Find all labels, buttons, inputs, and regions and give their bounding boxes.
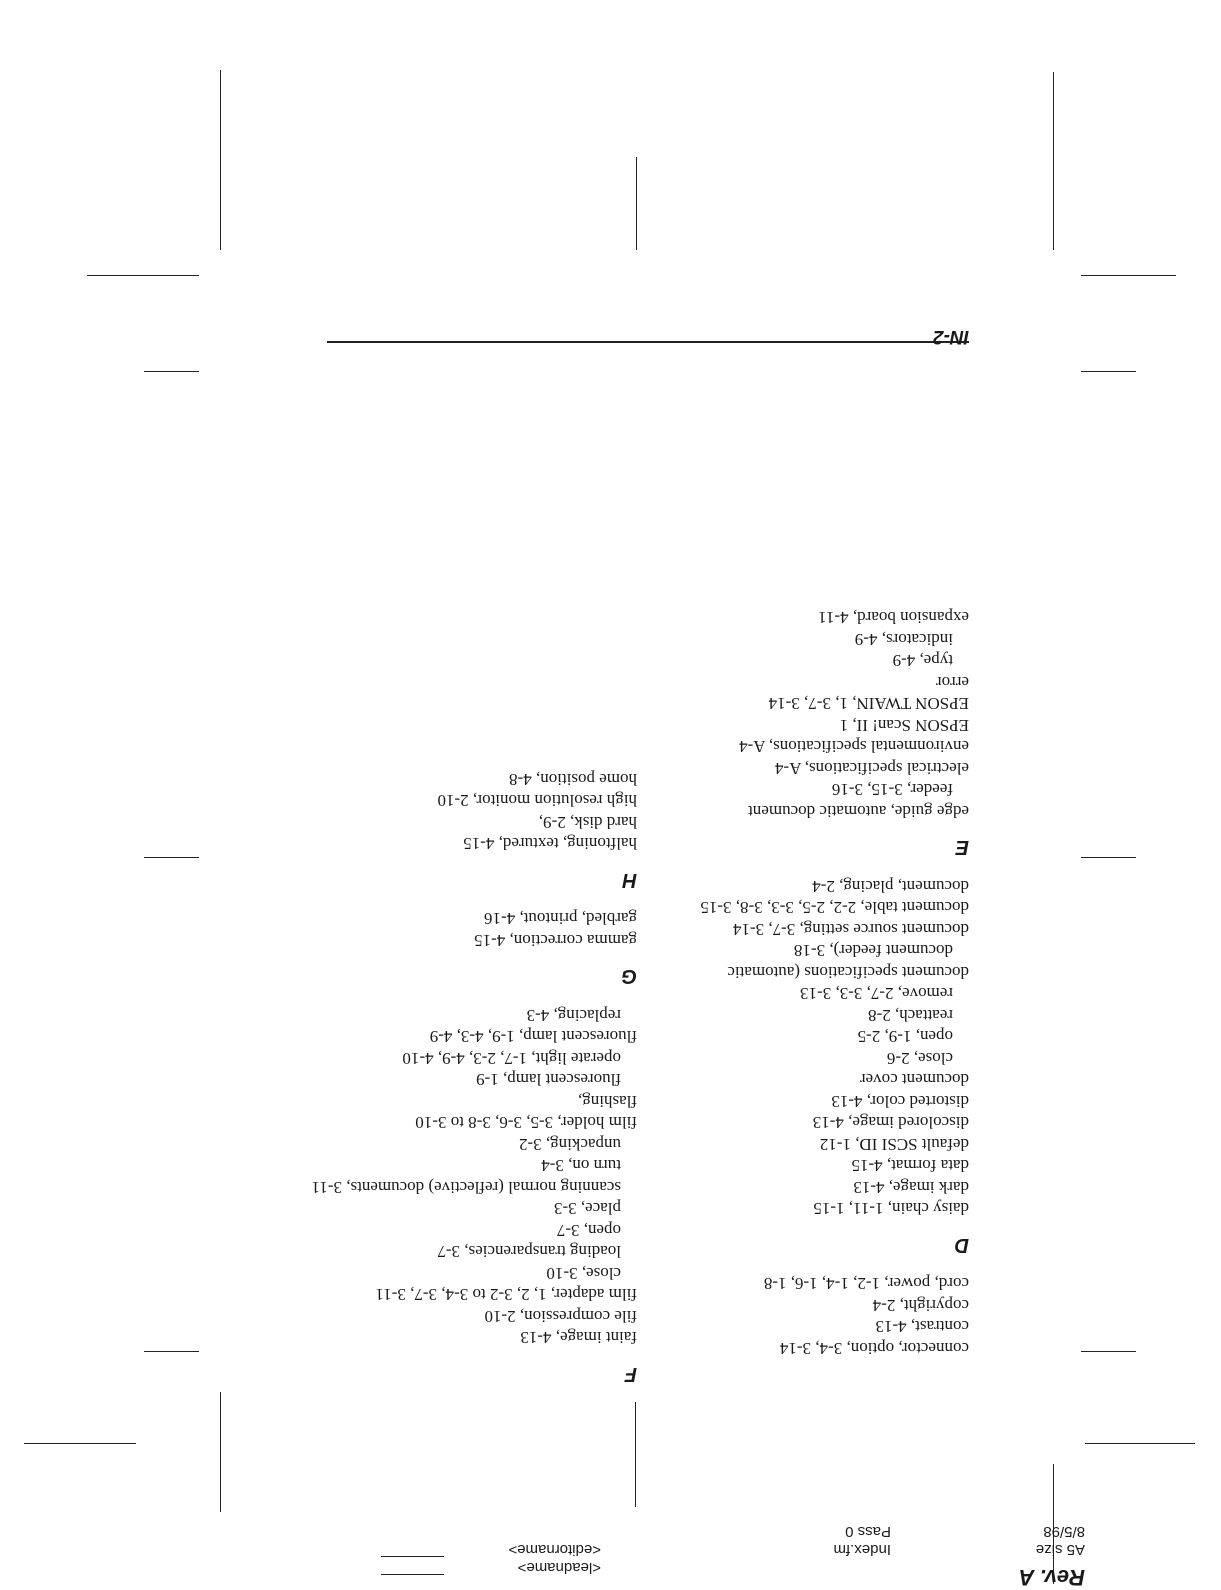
index-entry: hard disk, 2-9,	[538, 813, 637, 832]
crop-mark	[636, 157, 637, 250]
index-entry: flashing,	[577, 1092, 637, 1111]
index-entry: document specifications (automatic	[727, 963, 969, 982]
page-number: IN-2	[933, 326, 969, 347]
footer-file-pass	[833, 1522, 891, 1558]
index-entry: home position, 4-8	[509, 770, 637, 789]
index-entry: open, 3-7	[556, 1221, 621, 1240]
index-entry: expansion board, 4-11	[818, 608, 969, 628]
crop-mark	[144, 1351, 199, 1352]
index-entry: contrast, 4-13	[875, 1317, 969, 1337]
crop-mark	[220, 1392, 221, 1512]
index-entry: type, 4-9	[892, 651, 953, 671]
index-entry: file compression, 2-10	[484, 1307, 637, 1326]
index-entry: replacing, 4-3	[526, 1006, 621, 1025]
index-entry: discolored image, 4-13	[812, 1113, 969, 1133]
crop-mark	[1081, 371, 1136, 372]
index-entry: loading transparencies, 3-7	[437, 1242, 621, 1262]
section-letter-e: E	[955, 836, 969, 859]
section-letter-g: G	[621, 965, 637, 988]
index-column-left	[639, 607, 969, 1359]
index-entry: film holder, 3-5, 3-6, 3-8 to 3-10	[415, 1113, 637, 1133]
index-entry: garbled, printout, 4-16	[484, 909, 637, 929]
footer-date: 8/5/98	[1043, 1523, 1085, 1540]
index-entry: remove, 2-7, 3-3, 3-13	[800, 984, 953, 1004]
index-entry: feeder, 3-15, 3-16	[831, 780, 953, 800]
index-entry: copyright, 2-4	[872, 1296, 969, 1315]
index-entry: high resolution monitor, 2-10	[437, 791, 637, 811]
index-column-right	[307, 769, 637, 1385]
index-entry: unpacking, 3-2	[519, 1135, 621, 1154]
index-entry: halftoning, textured, 4-15	[463, 834, 637, 854]
index-entry: place, 3-3	[553, 1199, 621, 1219]
header-rule	[327, 341, 969, 343]
index-entry: edge guide, automatic document	[748, 802, 969, 821]
footer-size: A5 size	[1035, 1541, 1085, 1558]
crop-mark	[144, 371, 199, 372]
index-entry: gamma correction, 4-15	[474, 931, 637, 950]
crop-mark	[635, 1402, 636, 1507]
revision-label: Rev. A	[1018, 1565, 1085, 1590]
index-entry: daisy chain, 1-11, 1-15	[813, 1199, 969, 1219]
crop-mark	[1053, 72, 1054, 250]
crop-mark	[381, 1574, 444, 1575]
index-entry: document table, 2-2, 2-5, 3-3, 3-8, 3-15	[700, 898, 969, 918]
index-entry: operate light, 1-7, 2-3, 4-9, 4-10	[402, 1049, 621, 1068]
index-entry: default SCSI ID, 1-12	[819, 1135, 969, 1154]
footer-leadname: <leadname>	[517, 1559, 601, 1576]
index-entry: open, 1-9, 2-5	[857, 1027, 953, 1047]
index-entry: cord, power, 1-2, 1-4, 1-6, 1-8	[763, 1274, 969, 1294]
footer-pass: Pass 0	[845, 1523, 891, 1540]
index-entry: fluorescent lamp, 1-9, 4-3, 4-9	[429, 1027, 637, 1047]
index-entry: indicators, 4-9	[854, 630, 953, 649]
index-entry: fluorescent lamp, 1-9	[476, 1070, 621, 1090]
index-entry: environmental specifications, A-4	[739, 737, 969, 757]
index-entry: document source setting, 3-7, 3-14	[732, 920, 969, 939]
crop-mark	[1085, 1443, 1195, 1444]
index-entry: connector, option, 3-4, 3-14	[779, 1339, 969, 1358]
index-entry: scanning normal (reflective) documents, 3-11	[311, 1178, 621, 1197]
footer-file: Index.fm	[833, 1541, 891, 1558]
index-entry: document, placing, 2-4	[812, 877, 969, 896]
index-entry: turn on, 3-4	[541, 1156, 621, 1176]
index-entry: error	[935, 673, 969, 692]
crop-mark	[381, 1556, 444, 1557]
crop-mark	[1081, 1351, 1136, 1352]
crop-mark	[24, 1443, 136, 1444]
index-entry: dark image, 4-13	[853, 1178, 969, 1197]
crop-mark	[1081, 857, 1136, 858]
crop-mark	[144, 857, 199, 858]
index-entry: reattach, 2-8	[868, 1006, 953, 1025]
footer-editorname: <editorname>	[508, 1541, 601, 1558]
section-letter-h: H	[622, 869, 637, 891]
index-entry: data format, 4-15	[851, 1156, 969, 1176]
crop-mark	[220, 70, 221, 250]
section-letter-d: D	[954, 1234, 969, 1256]
index-entry: document feeder), 3-18	[793, 941, 953, 961]
footer-size-date	[1036, 1522, 1085, 1558]
index-entry: EPSON Scan! II, 1	[839, 716, 969, 735]
index-entry: film adapter, 1, 2, 3-2 to 3-4, 3-7, 3-11	[375, 1285, 637, 1305]
index-entry: close, 2-6	[886, 1049, 953, 1068]
index-entry: EPSON TWAIN, 1, 3-7, 3-14	[768, 694, 969, 714]
index-entry: distorted color, 4-13	[831, 1092, 969, 1111]
index-entry: document cover	[859, 1070, 969, 1090]
crop-mark	[1081, 275, 1176, 276]
footer-names	[508, 1540, 601, 1576]
index-entry: close, 3-10	[546, 1264, 621, 1283]
index-entry: faint image, 4-13	[520, 1328, 637, 1348]
section-letter-f: F	[624, 1363, 637, 1385]
crop-mark	[87, 275, 199, 276]
index-entry: electrical specifications, A-4	[775, 759, 969, 778]
